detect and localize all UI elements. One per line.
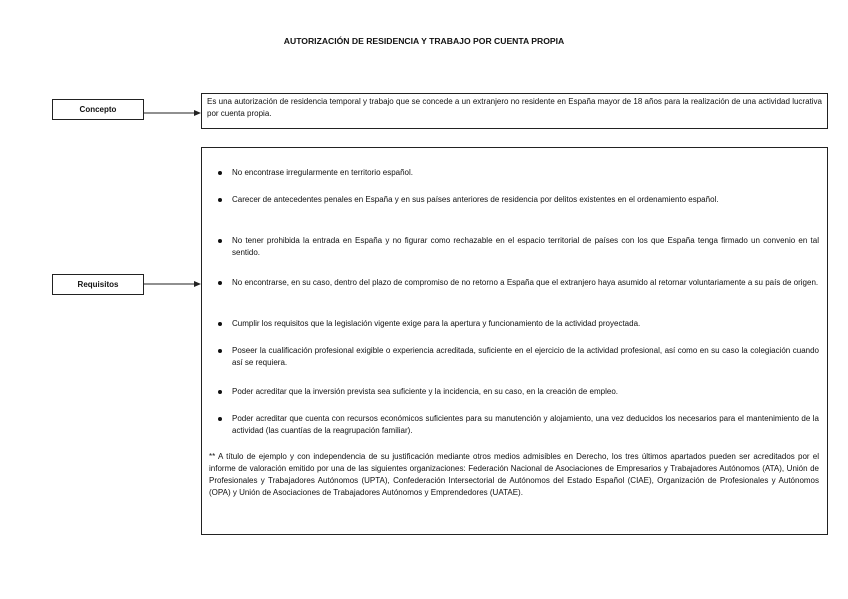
list-item-text: Cumplir los requisitos que la legislación vigente exige para la apertura y funcionamiento de la actividad proyectada. bbox=[232, 319, 641, 328]
list-item-text: No encontrase irregularmente en territorio español. bbox=[232, 168, 413, 177]
concepto-label: Concepto bbox=[79, 105, 117, 114]
requisitos-note: ** A título de ejemplo y con independencia de su justificación mediante otros medios admisibles en Derecho, los tres últimos apartados pueden ser acreditados por el informe de valoración emitido por una de las siguientes organizaciones: Federación Nacional de Asociaciones de Empresarios y Trabajadores Autónomos (ATA), Unión de Profesionales y Trabajadores Autónomos (UPTA), Confederación Intersectorial de Autónomos del Estado Español (CIAE), Organización de Profesionales y Autónomos (OPA) y Unión de Asociaciones de Trabajadores Autónomos y Emprendedores (UATAE). bbox=[209, 452, 819, 497]
list-item-text: Poder acreditar que la inversión prevista sea suficiente y la incidencia, en su caso, en la creación de empleo. bbox=[232, 387, 618, 396]
list-item-text: No encontrarse, en su caso, dentro del plazo de compromiso de no retorno a España que el extranjero haya asumido al retornar voluntariamente a su país de origen. bbox=[232, 278, 819, 287]
concepto-arrowhead-icon bbox=[194, 110, 201, 116]
list-item-text: Poder acreditar que cuenta con recursos económicos suficientes para su manutención y alojamiento, una vez deducidos los necesarios para el mantenimiento de la actividad (las cuantías de la reagrupación familiar). bbox=[232, 414, 819, 435]
list-item-text: Carecer de antecedentes penales en España y en sus países anteriores de residencia por delitos existentes en el ordenamiento español. bbox=[232, 195, 719, 204]
concepto-text: Es una autorización de residencia temporal y trabajo que se concede a un extranjero no residente en España mayor de 18 años para la realización de una actividad lucrativa por cuenta propia. bbox=[207, 97, 822, 118]
list-item-text: No tener prohibida la entrada en España y no figurar como rechazable en el espacio territorial de países con los que España tenga firmado un convenio en tal sentido. bbox=[232, 236, 819, 257]
requisitos-arrowhead-icon bbox=[194, 281, 201, 287]
requisitos-label: Requisitos bbox=[77, 280, 119, 289]
list-item-text: Poseer la cualificación profesional exigible o experiencia acreditada, suficiente en el ejercicio de la actividad profesional, así como en su caso la colegiación cuando así se requiera. bbox=[232, 346, 819, 367]
page-title: AUTORIZACIÓN DE RESIDENCIA Y TRABAJO POR CUENTA PROPIA bbox=[283, 36, 565, 46]
